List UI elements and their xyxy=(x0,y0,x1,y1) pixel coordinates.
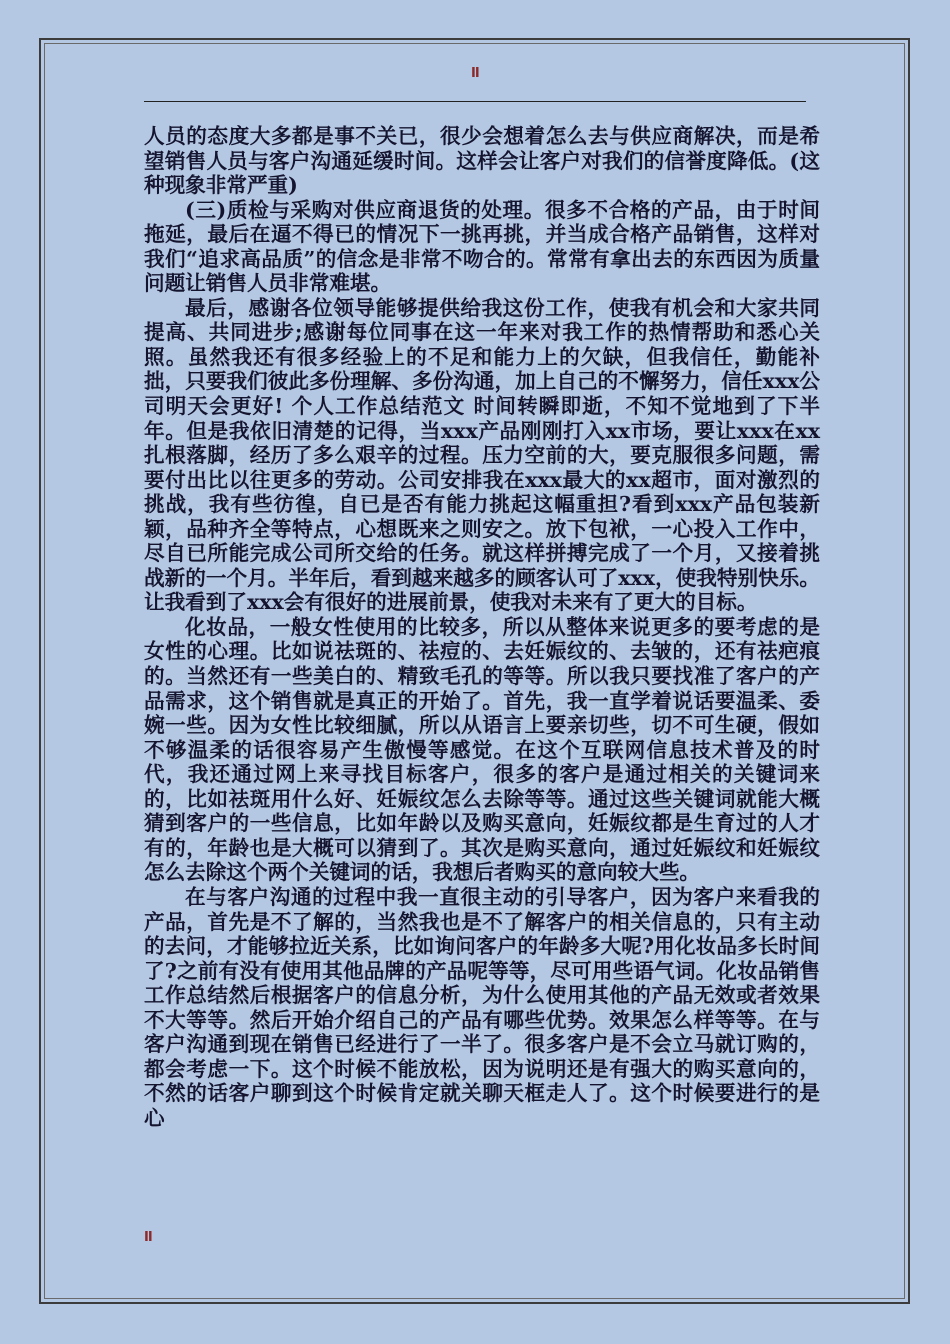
paragraph-thanks-summary: 最后，感谢各位领导能够提供给我这份工作，使我有机会和大家共同提高、共同进步;感谢每位同事在这一年来对我工作的热情帮助和悉心关照。虽然我还有很多经验上的不足和能力上的欠缺，但我信任，勤能补拙，只要我们彼此多份理解、多份沟通，加上自己的不懈努力，信任xxx公司明天会更好! 个人工作总结范文 时间转瞬即逝，不知不觉地到了下半年。但是我依旧清楚的记得，当xxx产品刚刚打入xx市场，要让xxx在xx扎根落脚，经历了多么艰辛的过程。压力空前的大，要克服很多问题，需要付出比以往更多的劳动。公司安排我在xxx最大的xx超市，面对激烈的挑战，我有些彷徨，自已是否有能力挑起这幅重担?看到xxx产品包装新颖，品种齐全等特点，心想既来之则安之。放下包袱，一心投入工作中，尽自已所能完成公司所交给的任务。就这样拼搏完成了一个月，又接着挑战新的一个月。半年后，看到越来越多的顾客认可了xxx，使我特别快乐。让我看到了xxx会有很好的进展前景，使我对未来有了更大的目标。 xyxy=(144,295,820,615)
header-page-mark: II xyxy=(471,66,479,81)
paragraph-cosmetics: 化妆品，一般女性使用的比较多，所以从整体来说更多的要考虑的是女性的心理。比如说祛斑的、祛痘的、去妊娠纹的、去皱的，还有祛疤痕的。当然还有一些美白的、精致毛孔的等等。所以我只要找准了客户的产品需求，这个销售就是真正的开始了。首先，我一直学着说话要温柔、委婉一些。因为女性比较细腻，所以从语言上要亲切些，切不可生硬，假如不够温柔的话很容易产生傲慢等感觉。在这个互联网信息技术普及的时代，我还通过网上来寻找目标客户，很多的客户是通过相关的关键词来的，比如祛斑用什么好、妊娠纹怎么去除等等。通过这些关键词就能大概猜到客户的一些信息，比如年龄以及购买意向，妊娠纹都是生育过的人才有的，年龄也是大概可以猜到了。其次是购买意向，通过妊娠纹和妊娠纹怎么去除这个两个关键词的话，我想后者购买的意向较大些。 xyxy=(144,614,820,885)
paragraph-customer-communication: 在与客户沟通的过程中我一直很主动的引导客户，因为客户来看我的产品，首先是不了解的，当然我也是不了解客户的相关信息的，只有主动的去问，才能够拉近关系，比如询问客户的年龄多大呢?用化妆品多长时间了?之前有没有使用其他品牌的产品呢等等，尽可用些语气词。化妆品销售工作总结然后根据客户的信息分析，为什么使用其他的产品无效或者效果不大等等。然后开始介绍自己的产品有哪些优势。效果怎么样等等。在与客户沟通到现在销售已经进行了一半了。很多客户是不会立马就订购的，都会考虑一下。这个时候不能放松，因为说明还是有强大的购买意向的，不然的话客户聊到这个时候肯定就关聊天框走人了。这个时候要进行的是心 xyxy=(144,884,820,1130)
paragraph-qc-returns: (三)质检与采购对供应商退货的处理。很多不合格的产品，由于时间拖延，最后在逼不得已的情况下一挑再挑，并当成合格产品销售，这样对我们“追求高品质”的信念是非常不吻合的。常常有拿出去的东西因为质量问题让销售人员非常难堪。 xyxy=(144,197,820,296)
header-rule xyxy=(144,101,806,102)
paragraph-continuation: 人员的态度大多都是事不关已，很少会想着怎么去与供应商解决，而是希望销售人员与客户沟通延缓时间。这样会让客户对我们的信誉度降低。(这种现象非常严重) xyxy=(144,124,820,198)
footer-page-mark: II xyxy=(144,1230,152,1245)
document-body xyxy=(144,124,820,1130)
